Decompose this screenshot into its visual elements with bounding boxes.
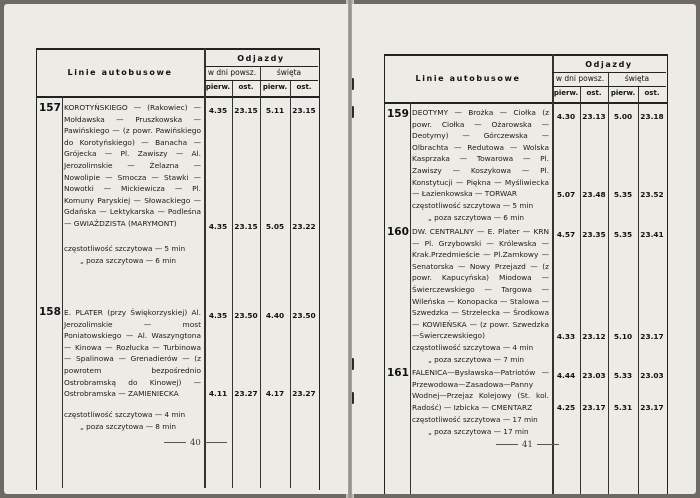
column-rule (290, 80, 291, 488)
departure-time: 23.17 (640, 332, 664, 341)
departure-time: 23.17 (640, 403, 664, 412)
route-description: FALENICA—Bysławska—Patriotów —Przewodowa—Zasadowa—Panny Wodnej—Przejaz Kolejowy (St. kol. Radość) — Izbicka — CMENTARZ (412, 368, 549, 412)
weekday-first-header: pierw. (205, 83, 231, 91)
column-rule (260, 66, 261, 488)
column-rule (62, 96, 63, 488)
binding-hole (352, 392, 354, 404)
departure-time: 23.52 (640, 190, 664, 199)
departure-time: 23.17 (582, 403, 606, 412)
column-rule (410, 102, 411, 494)
departure-time: 5.31 (613, 403, 633, 412)
page-number: 40 (160, 438, 231, 448)
column-rule (638, 86, 639, 494)
departure-time: 23.41 (640, 230, 664, 239)
subheader-rule (552, 72, 666, 73)
departure-time: 5.33 (613, 371, 633, 380)
weekday-first-header: pierw. (553, 89, 579, 97)
right-page (352, 4, 696, 494)
binding-hole (352, 358, 354, 370)
departure-time: 4.44 (556, 371, 576, 380)
departure-time: 23.03 (640, 371, 664, 380)
departure-time: 23.27 (292, 389, 316, 398)
frequency-peak: częstotliwość szczytowa — 4 min (412, 343, 534, 352)
header-rule (384, 102, 668, 104)
route-number: 157 (39, 102, 61, 114)
subheader-rule (552, 86, 666, 87)
weekday-last-header: ost. (586, 89, 602, 97)
weekday-last-header: ost. (238, 83, 254, 91)
frequency-peak: częstotliwość szczytowa — 5 min (412, 201, 534, 210)
departure-time: 23.15 (234, 222, 258, 231)
departures-header: Odjazdy (585, 60, 633, 69)
column-rule (232, 80, 233, 488)
departure-time: 5.05 (265, 222, 285, 231)
route-description: E. PLATER (przy Świękorzyskiej) Al. Jerozolimskie — most Poniatowskiego — Al. Waszyngtona — Kinowa — Rozłucka — Turbinowa — Spalinowa — Grenadierów — (z powrotem bezpośrednio Ostrobramską do Kinowej) — Ostrobramska — ZAMIENIECKA (64, 308, 201, 399)
left-page (4, 4, 348, 494)
departure-time: 5.35 (613, 190, 633, 199)
weekdays-header: w dni powsz. (555, 74, 605, 83)
column-rule (608, 72, 609, 494)
header-rule (36, 96, 320, 98)
departure-time: 4.35 (208, 222, 228, 231)
departure-time: 23.50 (234, 311, 258, 320)
frequency-offpeak: „ poza szczytowa — 8 min (80, 422, 177, 431)
frequency-offpeak: „ poza szczytowa — 17 min (428, 427, 529, 436)
subheader-rule (204, 66, 318, 67)
holidays-header: święta (276, 68, 302, 77)
departure-time: 4.40 (265, 311, 285, 320)
departure-time: 5.11 (265, 106, 285, 115)
departure-time: 5.00 (613, 112, 633, 121)
departure-time: 5.10 (613, 332, 633, 341)
departure-time: 4.33 (556, 332, 576, 341)
holiday-first-header: pierw. (610, 89, 636, 97)
departure-time: 4.35 (208, 106, 228, 115)
departure-time: 23.22 (292, 222, 316, 231)
route-description: DW. CENTRALNY — E. Plater — KRN — Pl. Grzybowski — Królewska — Krak.Przedmieście — Pl.Zamkowy — Senatorska — Nowy Przejazd — (z powr. Kapucyńska) Miodowa — Świerczewskiego — Targowa — Wileńska — Konopacka — Stalowa — Szwedzka — Strzelecka — Środkowa — KOWIEŃSKA — (z powr. Szwedzka—Świerczewskiego) (412, 227, 549, 341)
route-number: 161 (387, 367, 409, 379)
departure-time: 23.15 (292, 106, 316, 115)
column-rule (580, 86, 581, 494)
departures-header: Odjazdy (237, 54, 285, 63)
departure-time: 23.18 (640, 112, 664, 121)
page-number: 41 (492, 440, 563, 450)
departure-time: 23.15 (234, 106, 258, 115)
departure-time: 4.25 (556, 403, 576, 412)
departure-time: 4.17 (265, 389, 285, 398)
departure-time: 5.35 (613, 230, 633, 239)
departure-time: 4.11 (208, 389, 228, 398)
holiday-last-header: ost. (644, 89, 660, 97)
binding-hole (352, 106, 354, 118)
route-description: DEOTYMY — Brożka — Ciołka (z powr. Ciołka — Ożarowska — Deotymy) — Górczewska — Olbrachta — Redutowa — Wolska Kasprzaka — Towarowa — Pl. Zawiszy — Koszykowa — Pl. Konstytucji — Piękna — Myśliwiecka — Łazienkowska — TORWAR (412, 108, 549, 199)
lines-header: Linie autobusowe (415, 74, 521, 83)
departure-time: 23.48 (582, 190, 606, 199)
departure-time: 5.07 (556, 190, 576, 199)
departure-time: 23.12 (582, 332, 606, 341)
departure-time: 4.30 (556, 112, 576, 121)
frequency-offpeak: „ poza szczytowa — 7 min (428, 355, 525, 364)
frequency-offpeak: „ poza szczytowa — 6 min (80, 256, 177, 265)
frequency-peak: częstotliwość szczytowa — 5 min (64, 244, 186, 253)
departure-time: 23.27 (234, 389, 258, 398)
frequency-offpeak: „ poza szczytowa — 6 min (428, 213, 525, 222)
holiday-last-header: ost. (296, 83, 312, 91)
frequency-peak: częstotliwość szczytowa — 17 min (412, 415, 538, 424)
departure-time: 23.13 (582, 112, 606, 121)
route-number: 160 (387, 226, 409, 238)
departure-time: 23.50 (292, 311, 316, 320)
route-description: KOROTYŃSKIEGO — (Rakowiec) — Mołdawska — Pruszkowska — Pawińskiego — (z powr. Pawińskiego do Korotyńskiego) — Banacha — Grójecka — Pl. Zawiszy — Al. Jerozolimskie — Żelazna — Nowolipie — Smocza — Stawki — Nowotki — Mickiewicza — Pl. Komuny Paryskiej — Słowackiego — Gdańska — Lektykarska — Podleśna — GWIAŹDZISTA (MARYMONT) (64, 103, 201, 228)
binding-hole (352, 78, 354, 90)
route-number: 159 (387, 108, 409, 120)
departure-time: 23.03 (582, 371, 606, 380)
weekdays-header: w dni powsz. (207, 68, 257, 77)
holiday-first-header: pierw. (262, 83, 288, 91)
lines-header: Linie autobusowe (67, 68, 173, 77)
route-number: 158 (39, 306, 61, 318)
frequency-peak: częstotliwość szczytowa — 4 min (64, 410, 186, 419)
departure-time: 23.35 (582, 230, 606, 239)
subheader-rule (204, 80, 318, 81)
holidays-header: święta (624, 74, 650, 83)
departure-time: 4.57 (556, 230, 576, 239)
departure-time: 4.35 (208, 311, 228, 320)
